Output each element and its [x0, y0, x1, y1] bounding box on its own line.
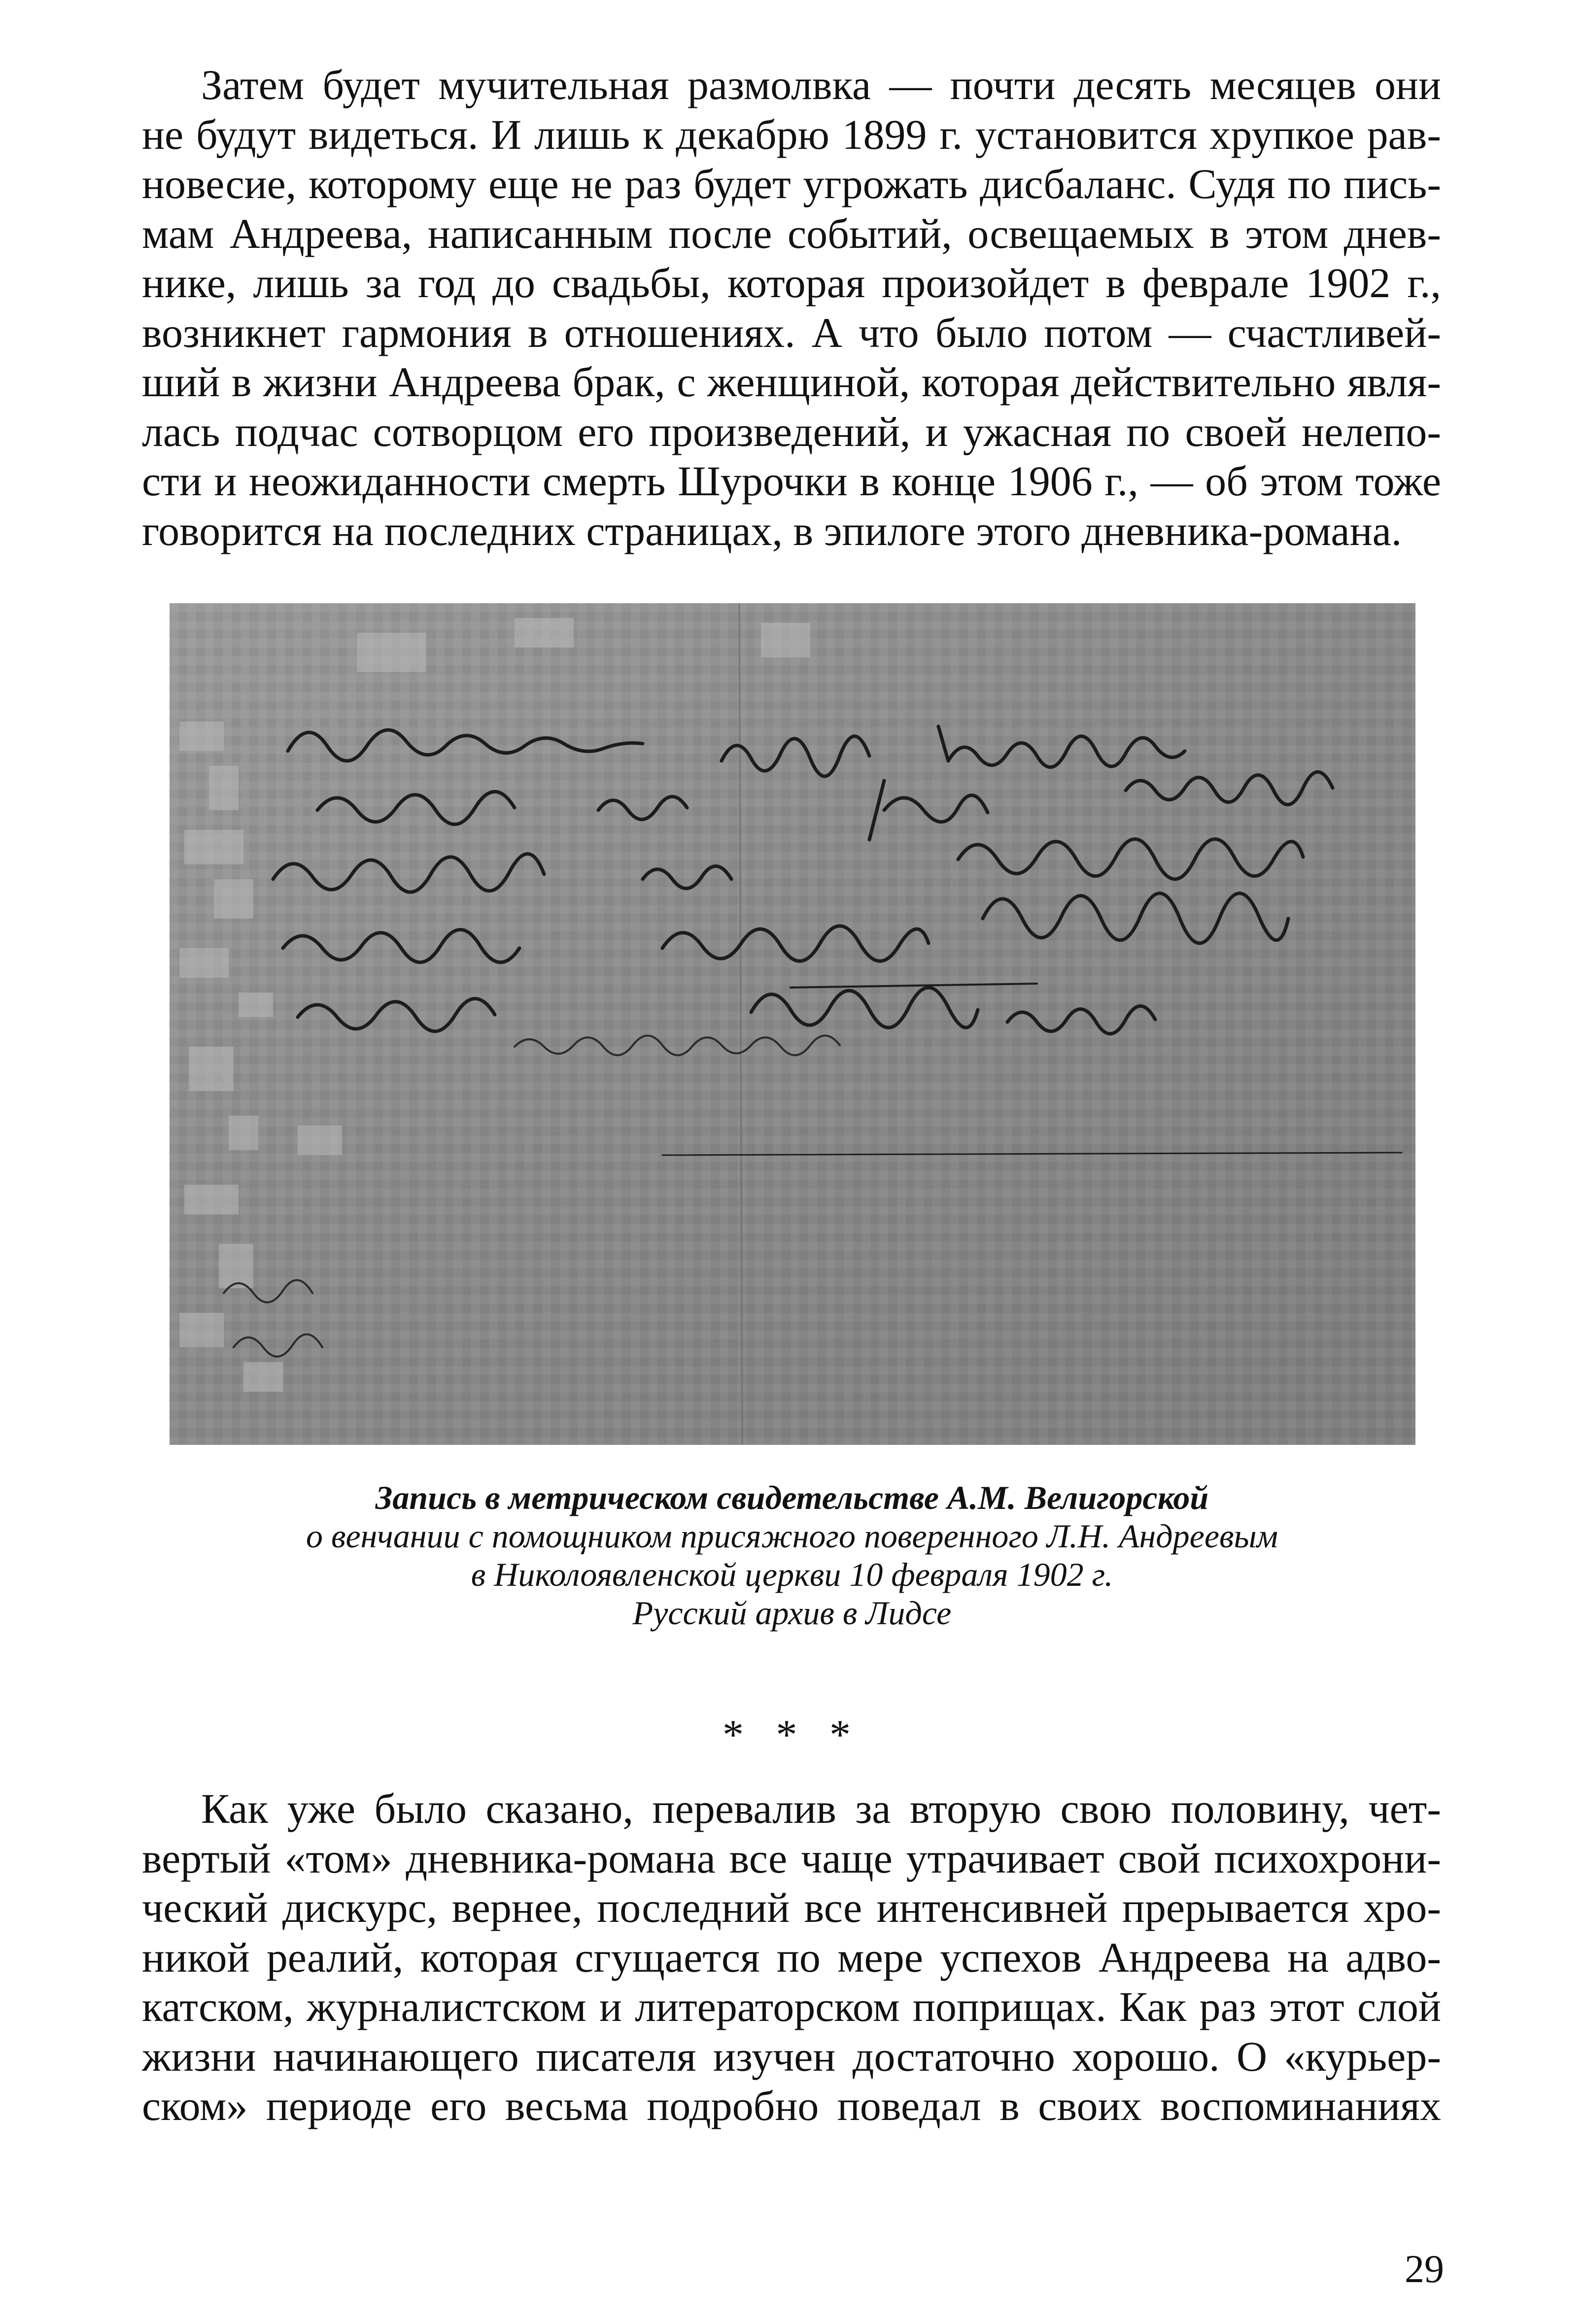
paragraph-2 [142, 1784, 1441, 2131]
page-number: 29 [1405, 2248, 1444, 2291]
text-line: новесие, которому еще не раз будет угрожать дисбаланс. Судя по пись- [142, 160, 1441, 207]
text-line: лась подчас сотворцом его произведений, и ужасная по своей нелепо- [142, 408, 1441, 455]
text-line: нике, лишь за год до свадьбы, которая произойдет в феврале 1902 г., [142, 259, 1441, 307]
text-line: Как уже было сказано, перевалив за вторую свою половину, чет- [201, 1785, 1441, 1832]
section-separator: * * * [723, 1711, 861, 1758]
paragraph-1 [142, 60, 1441, 555]
text-line: жизни начинающего писателя изучен достаточно хорошо. О «курьер- [142, 2032, 1441, 2080]
text-line: вертый «том» дневника-романа все чаще утрачивает свой психохрони- [142, 1834, 1441, 1882]
text-line: ший в жизни Андреева брак, с женщиной, которая действительно явля- [142, 358, 1441, 406]
text-line: Затем будет мучительная размолвка — почти десять месяцев они [201, 61, 1441, 108]
text-line: сти и неожиданности смерть Шурочки в конце 1906 г., — об этом тоже [142, 457, 1441, 505]
figure-caption-line: о венчании с помощником присяжного поверенного Л.Н. Андреевым [306, 1517, 1278, 1555]
text-line: говорится на последних страницах, в эпилоге этого дневника-романа. [142, 507, 1402, 554]
figure-caption-title: Запись в метрическом свидетельстве А.М. Велигорской [375, 1479, 1209, 1516]
text-line: возникнет гармония в отношениях. А что было потом — счастливей- [142, 308, 1441, 356]
text-line: катском, журналистском и литераторском поприщах. Как раз этот слой [142, 1983, 1441, 2030]
figure-caption-source: Русский архив в Лидсе [632, 1594, 952, 1632]
text-line: ческий дискурс, вернее, последний все интенсивней прерывается хро- [142, 1884, 1441, 1931]
text-line: никой реалий, которая сгущается по мере успехов Андреева на адво- [142, 1933, 1441, 1981]
text-line: ском» периоде его весьма подробно поведал в своих воспоминаниях [142, 2082, 1441, 2129]
text-line: не будут видеться. И лишь к декабрю 1899 г. установится хрупкое рав- [142, 110, 1441, 158]
figure-caption-line: в Николоявленской церкви 10 февраля 1902 г. [471, 1556, 1113, 1593]
document-photo-illustration [170, 603, 1415, 1445]
text-line: мам Андреева, написанным после событий, освещаемых в этом днев- [142, 209, 1441, 257]
handwritten-record-photo [170, 603, 1415, 1445]
